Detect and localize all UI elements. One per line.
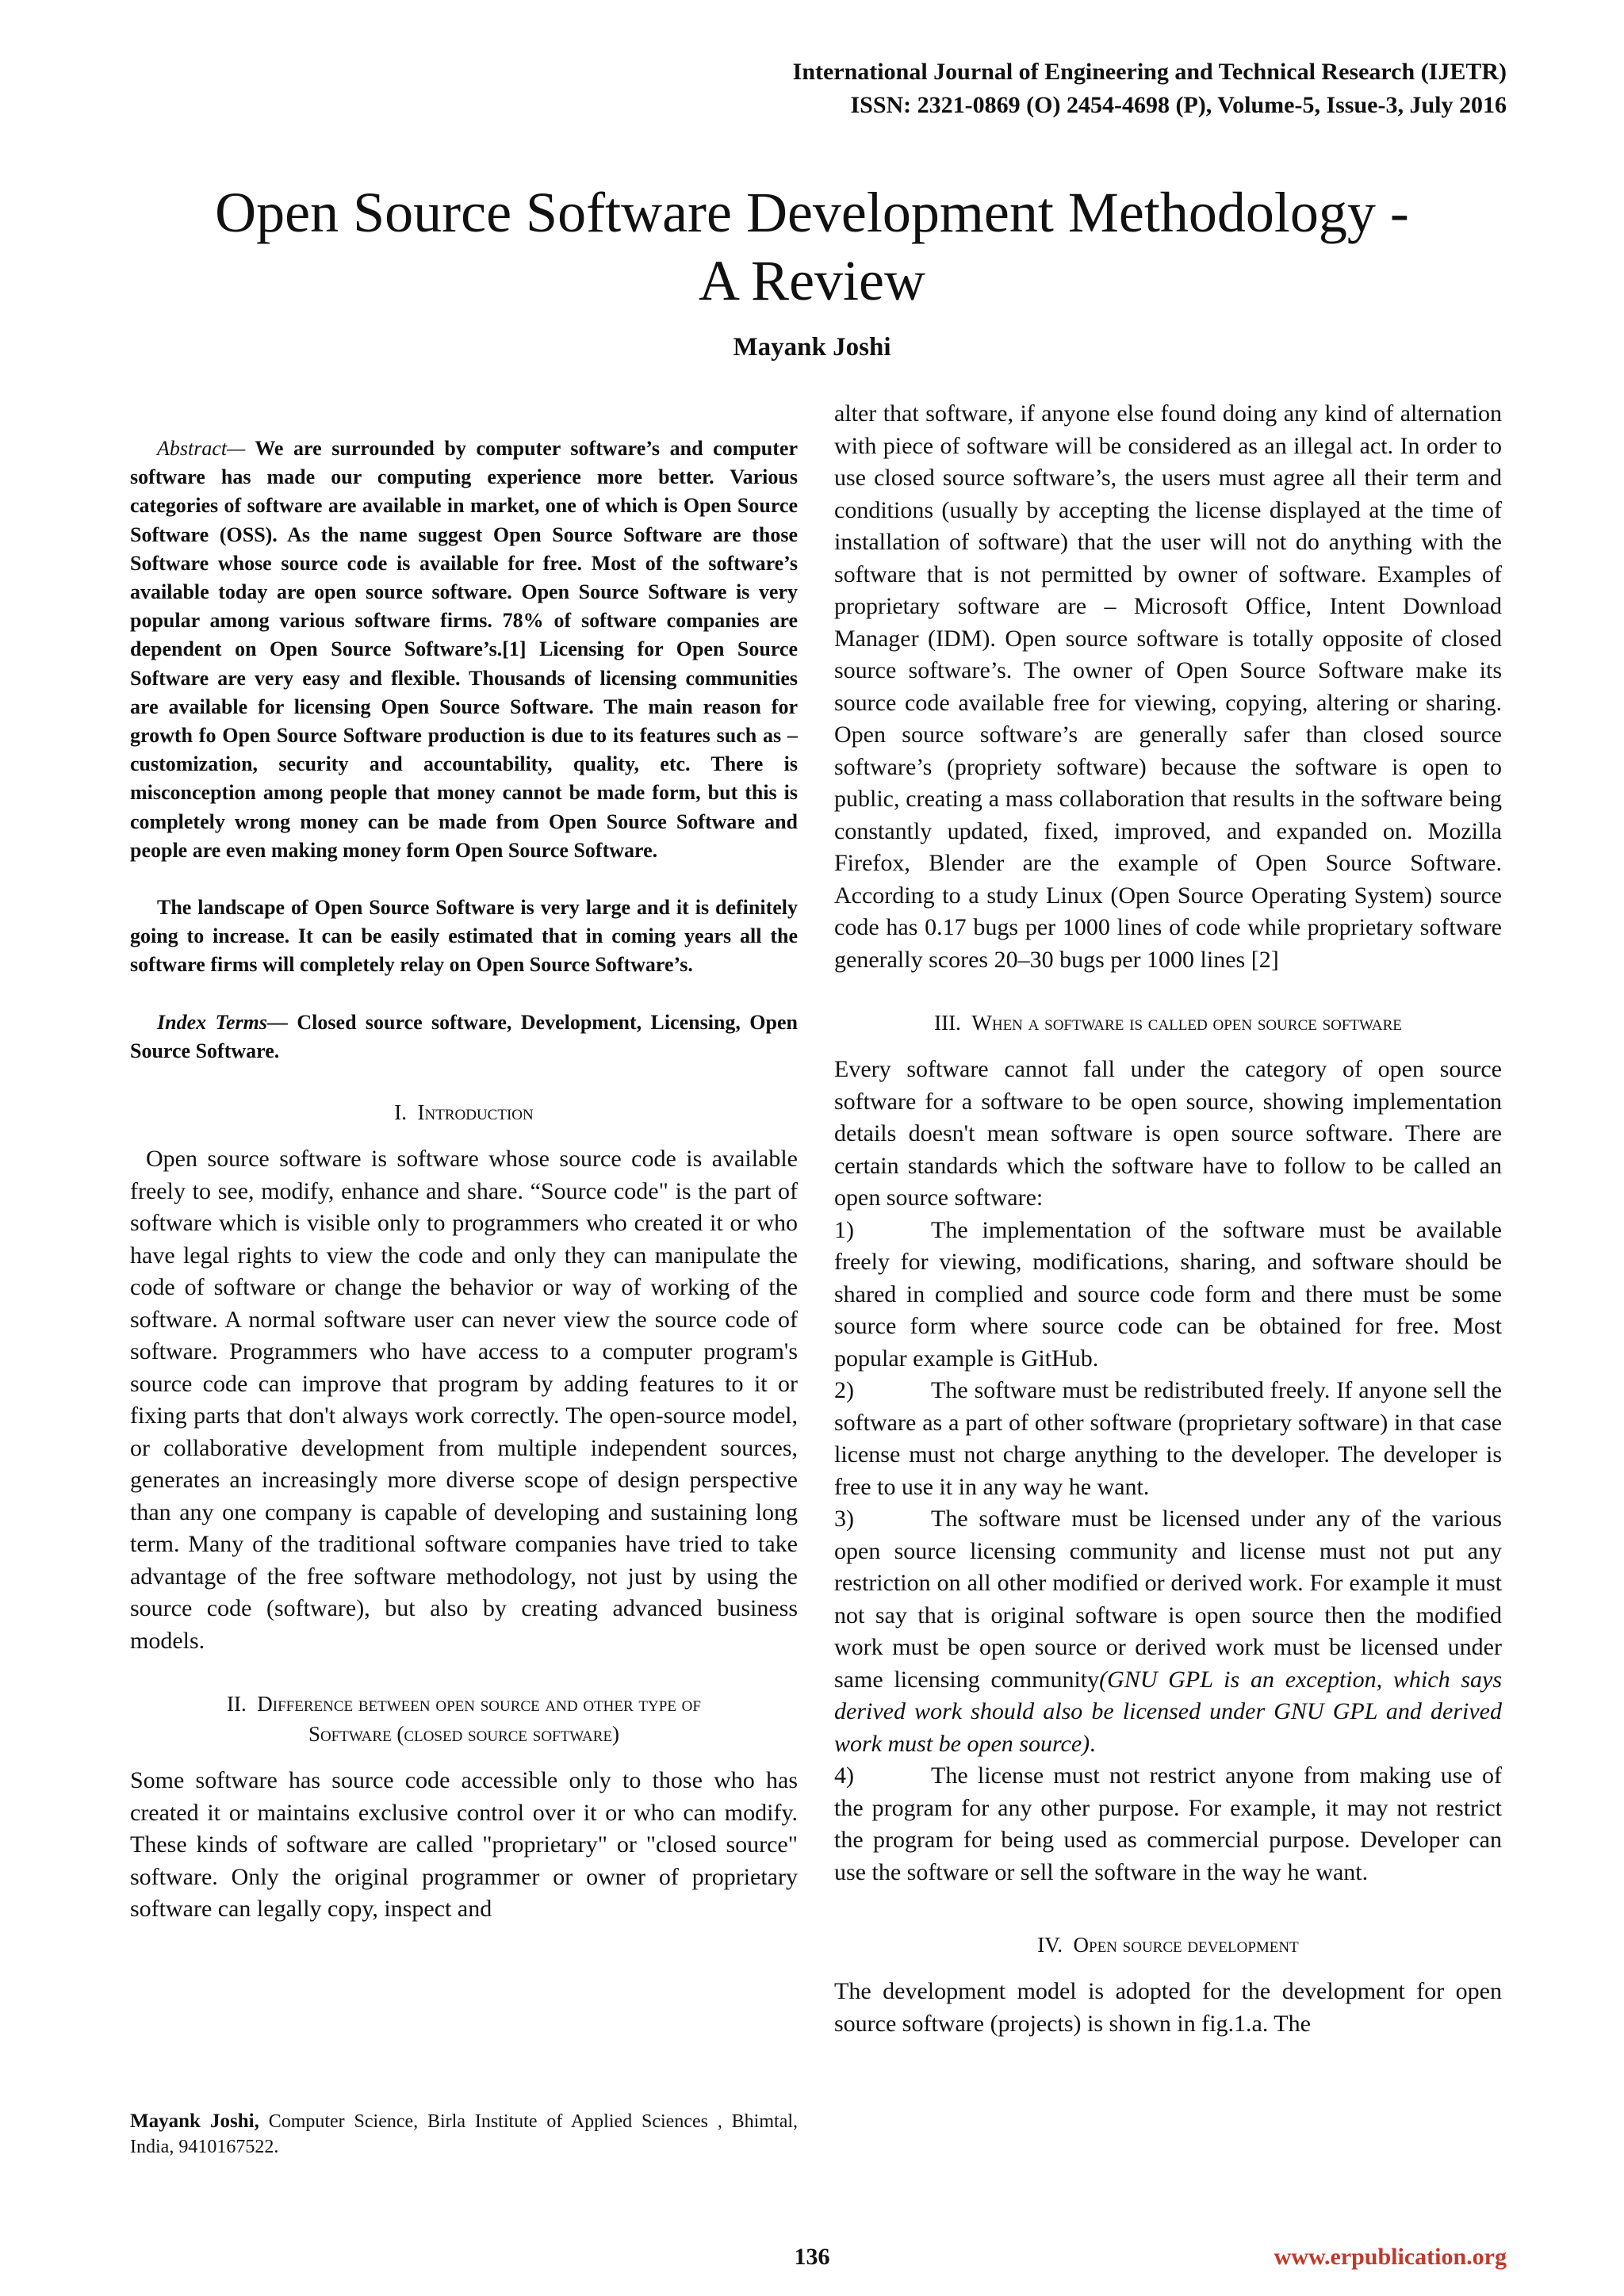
journal-issn: ISSN: 2321-0869 (O) 2454-4698 (P), Volume-5, Issue-3, July 2016: [850, 92, 1507, 118]
footnote-text: Computer Science, Birla Institute of Applied Sciences , Bhimtal, India, 9410167522.: [130, 2111, 799, 2157]
section-2-text: Some software has source code accessible only to those who has created it or maintains exclusive control over it or who can modify. These kinds of software are called "proprietary" or "closed source" software. Only the original programmer or owner of proprietary software can legally copy, inspect and: [130, 1767, 798, 1923]
right-column: [834, 398, 1502, 2040]
section-heading-2: II. Difference between open source and other type of Software (closed source software): [227, 1692, 701, 1747]
section-1-text: Open source software is software whose source code is available freely to see, modify, enhance and share. “Source code" is the part of software which is visible only to programmers who created it or who have legal rights to view the code and only they can manipulate the code of software or change the behavior or way of working of the software. A normal software user can never view the source code of software. Programmers who have access to a computer program's source code can improve that program by adding features to it or fixing parts that don't always work correctly. The open-source model, or collaborative development from multiple independent sources, generates an increasingly more diverse scope of design perspective than any one company is capable of developing and sustaining long term. Many of the traditional software companies have tried to take advantage of the free software methodology, not just by using the source code (software), but also by creating advanced business models.: [130, 1146, 798, 1654]
paper-title: Open Source Software Development Methodology - A Review: [215, 181, 1409, 312]
publisher-website: www.erpublication.org: [1274, 2244, 1507, 2270]
list-item: 2) The software must be redistributed freely. If anyone sell the software as a part of other software (proprietary software) in that case license must not charge anything to the developer. The developer is free to use it in any way he want.: [834, 1377, 1502, 1500]
section-heading-4: IV. Open source development: [1037, 1933, 1299, 1957]
section-3-text: Every software cannot fall under the category of open source software for a software to be open source, showing implementation details doesn't mean software is open source software. There are certain standards which the software have to follow to be called an open source software:: [834, 1056, 1502, 1211]
footnote-name: Mayank Joshi,: [130, 2110, 259, 2132]
list-item: 3) The software must be licensed under any of the various open source licensing community and license must not put any restriction on all other modified or derived work. For example it must not say that is original software is open source then the modified work must be open source or derived work must be licensed under same licensing community(GNU GPL is an exception, which says derived work should also be licensed under GNU GPL and derived work must be open source).: [834, 1506, 1503, 1757]
abstract-text: We are surrounded by computer software’s and computer software has made our computing experience more better. Various categories of software are available in market, one of which is Open Source Software (OSS). As the name suggest Open Source Software are those Software whose source code is available for free. Most of the software’s available today are open source software. Open Source Software is very popular among various software firms. 78% of software companies are dependent on Open Source Software’s.[1] Licensing for Open Source Software are very easy and flexible. Thousands of licensing communities are available for licensing Open Source Software. The main reason for growth fo Open Source Software production is due to its features such as – customization, security and accountability, quality, etc. There is misconception among people that money cannot be made form, but this is completely wrong money can be made from Open Source Software and people are even making money form Open Source Software.: [130, 437, 798, 862]
section-heading-1: I. Introduction: [394, 1100, 534, 1125]
abstract: [130, 434, 798, 865]
index-terms: [130, 1008, 798, 1066]
list-item: 1) The implementation of the software must be available freely for viewing, modifications, sharing, and software should be shared in complied and source code form and there must be some source form where source code can be obtained for free. Most popular example is GitHub.: [834, 1216, 1502, 1372]
abstract-paragraph-2: The landscape of Open Source Software is very large and it is definitely going to increase. It can be easily estimated that in coming years all the software firms will completely relay on Open Source Software’s.: [130, 896, 798, 977]
abstract-label: Abstract—: [157, 437, 246, 460]
index-terms-label: Index Terms—: [157, 1010, 289, 1034]
author-footnote: [130, 2109, 798, 2160]
section-4-text: The development model is adopted for the development for open source software (projects) is shown in fig.1.a. The: [834, 1978, 1502, 2037]
left-column: [130, 395, 798, 1926]
list-item: 4) The license must not restrict anyone from making use of the program for any other purpose. For example, it may not restrict the program for being used as commercial purpose. Developer can use the software or sell the software in the way he want.: [834, 1762, 1502, 1885]
page-number: 136: [794, 2244, 830, 2270]
journal-header: [793, 55, 1507, 122]
section-2-text-continued: alter that software, if anyone else found doing any kind of alternation with piece of software will be considered as an illegal act. In order to use closed source software’s, the users must agree all their term and conditions (usually by accepting the license displayed at the time of installation of software) that the user will not do anything with the software that is not permitted by owner of software. Examples of proprietary software are – Microsoft Office, Intent Download Manager (IDM). Open source software is totally opposite of closed source software’s. The owner of Open Source Software make its source code available free for viewing, copying, altering or sharing. Open source software’s are generally safer than closed source software’s (propriety software) because the software is open to public, creating a mass collaboration that results in the software being constantly updated, fixed, improved, and expanded on. Mozilla Firefox, Blender are the example of Open Source Software. According to a study Linux (Open Source Operating System) source code has 0.17 bugs per 1000 lines of code while proprietary software generally scores 20–30 bugs per 1000 lines [2]: [834, 400, 1502, 973]
author-name: Mayank Joshi: [733, 333, 891, 362]
journal-name: International Journal of Engineering and Technical Research (IJETR): [792, 59, 1507, 85]
section-heading-3: III. When a software is called open source software: [934, 1011, 1402, 1035]
index-terms-text: Closed source software, Development, Licensing, Open Source Software.: [130, 1010, 798, 1062]
